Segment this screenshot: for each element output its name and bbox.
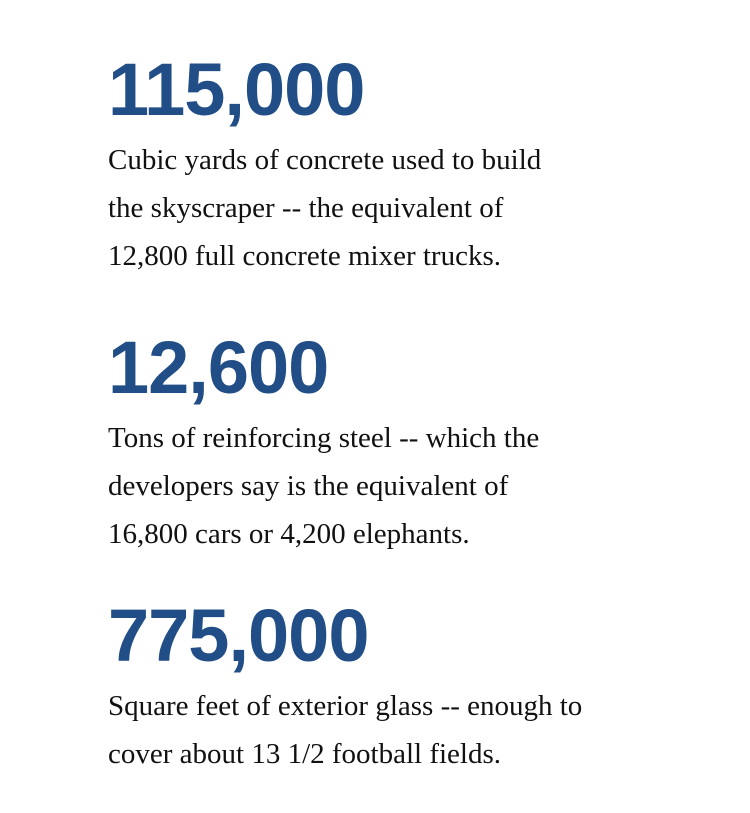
stat-description-line: developers say is the equivalent of [108,470,509,502]
stat-description-line: 16,800 cars or 4,200 elephants. [108,518,470,550]
stat-glass [108,596,728,778]
stat-description [108,682,728,778]
stat-concrete [108,50,728,280]
stat-description-line: Tons of reinforcing steel -- which the [108,422,540,454]
stat-description [108,414,728,558]
stat-description [108,136,728,280]
stat-description-line: Cubic yards of concrete used to build [108,144,542,176]
stat-number: 115,000 [108,48,365,131]
stat-description-line: 12,800 full concrete mixer trucks. [108,240,501,272]
stat-description-line: the skyscraper -- the equivalent of [108,192,504,224]
stat-number: 12,600 [108,326,329,409]
stat-description-line: cover about 13 1/2 football fields. [108,738,502,770]
stat-number: 775,000 [108,594,369,677]
stat-description-line: Square feet of exterior glass -- enough to [108,690,583,722]
stat-steel [108,328,728,558]
